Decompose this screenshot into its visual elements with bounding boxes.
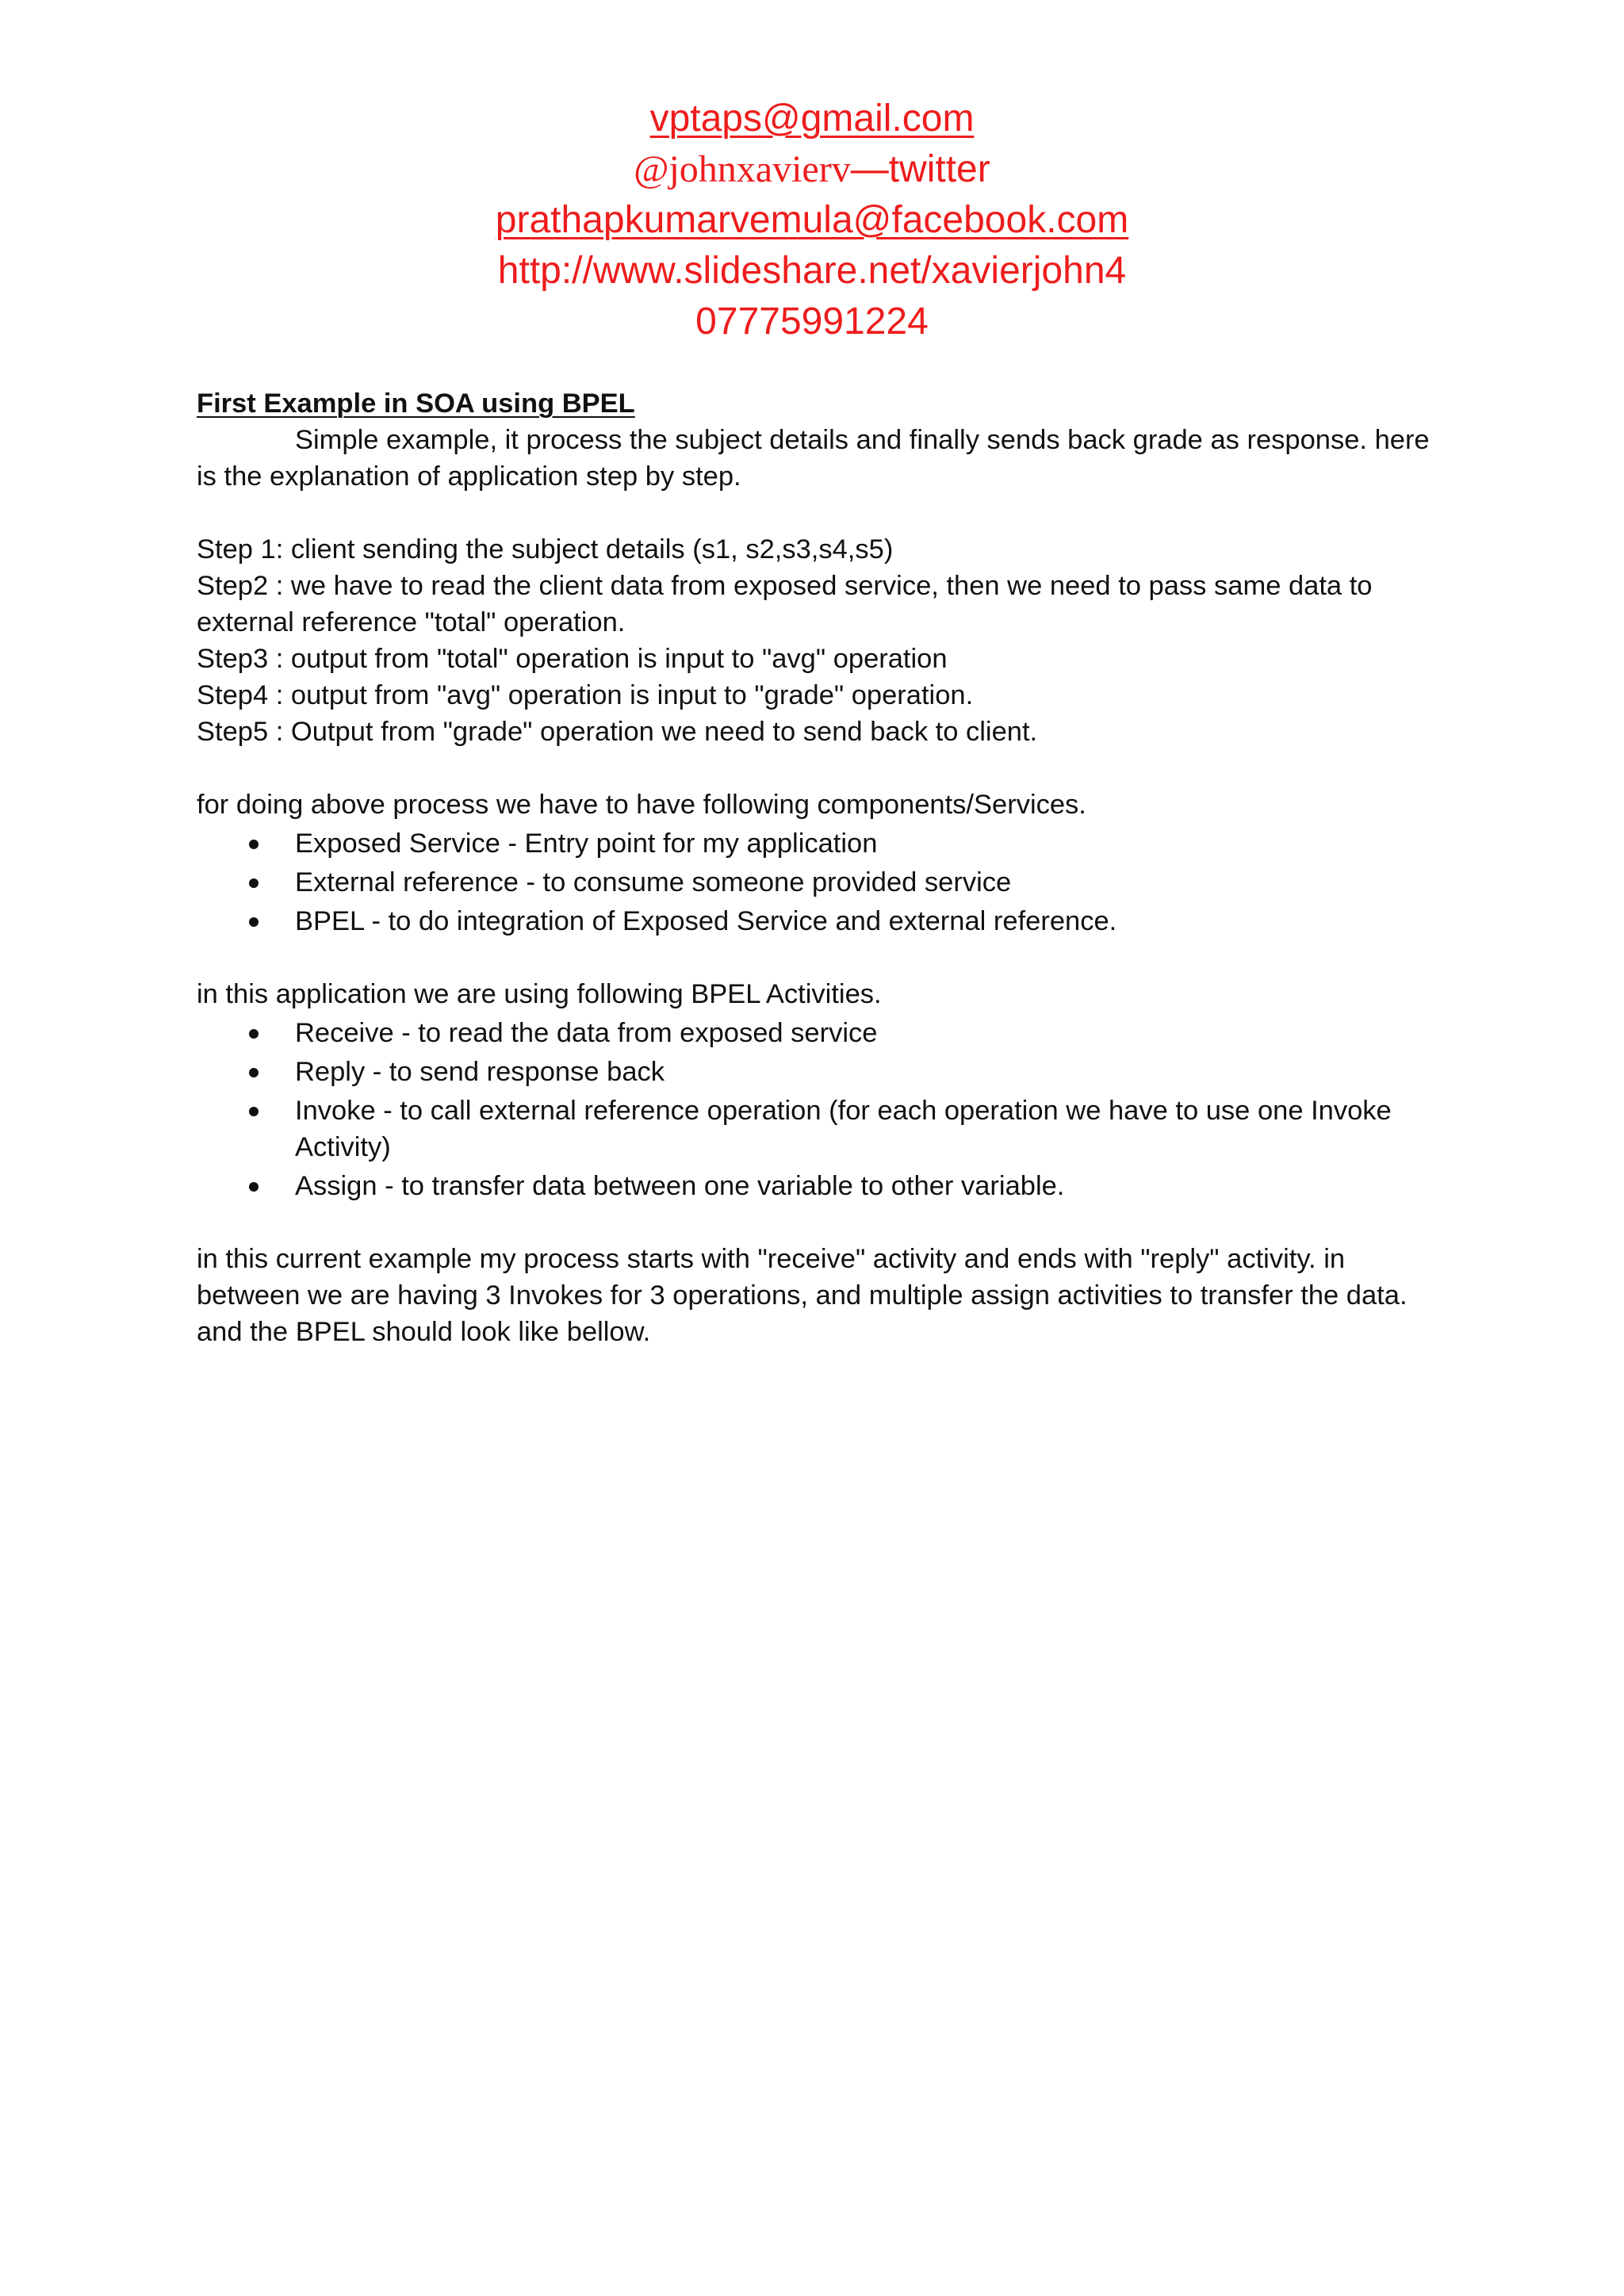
bullet-icon	[249, 1068, 259, 1077]
list-item-text: BPEL - to do integration of Exposed Service and external reference.	[295, 906, 1117, 936]
intro-paragraph: Simple example, it process the subject details and finally sends back grade as response. here is the explanation of application step by step.	[197, 425, 1430, 492]
step-line: Step2 : we have to read the client data from exposed service, then we need to pass same data to external reference "total" operation.	[197, 571, 1373, 637]
spacer	[197, 750, 1434, 786]
list-item-text: Invoke - to call external reference operation (for each operation we have to use one Invoke Activity)	[295, 1096, 1392, 1162]
list-item	[197, 825, 1434, 862]
email-link[interactable]: vptaps@gmail.com	[649, 98, 975, 140]
list-item	[197, 903, 1434, 939]
contact-block	[0, 94, 1624, 347]
section-heading: First Example in SOA using BPEL	[197, 388, 635, 419]
activities-intro: in this application we are using following BPEL Activities.	[197, 979, 882, 1009]
step-line: Step 1: client sending the subject details (s1, s2,s3,s4,s5)	[197, 534, 894, 564]
phone-number: 07775991224	[695, 300, 929, 342]
list-item	[197, 1015, 1434, 1051]
facebook-link[interactable]: prathapkumarvemula@facebook.com	[495, 199, 1129, 241]
spacer	[197, 939, 1434, 976]
step-line: Step5 : Output from "grade" operation we need to send back to client.	[197, 717, 1038, 747]
bullet-icon	[249, 1029, 259, 1039]
step-line: Step3 : output from "total" operation is input to "avg" operation	[197, 644, 948, 674]
list-item-text: Exposed Service - Entry point for my application	[295, 828, 878, 859]
twitter-handle: @johnxavierv	[634, 148, 851, 190]
list-item-text: External reference - to consume someone provided service	[295, 867, 1012, 897]
list-item-text: Assign - to transfer data between one variable to other variable.	[295, 1171, 1065, 1201]
document-body	[197, 385, 1434, 1350]
list-item-text: Receive - to read the data from exposed service	[295, 1018, 878, 1048]
twitter-line	[0, 144, 1624, 195]
bullet-icon	[249, 878, 259, 888]
closing-paragraph: in this current example my process starts with "receive" activity and ends with "reply" activity. in between we are having 3 Invokes for 3 operations, and multiple assign activities to transfer the data. and the BPEL should look like bellow.	[197, 1244, 1408, 1347]
bullet-icon	[249, 840, 259, 849]
list-item	[197, 1168, 1434, 1204]
list-item-text: Reply - to send response back	[295, 1057, 665, 1087]
spacer	[197, 1204, 1434, 1241]
activities-list	[197, 1015, 1434, 1204]
list-item	[197, 1093, 1434, 1165]
list-item	[197, 1054, 1434, 1090]
components-intro: for doing above process we have to have following components/Services.	[197, 790, 1086, 820]
bullet-icon	[249, 1107, 259, 1116]
twitter-suffix: —twitter	[850, 148, 990, 190]
components-list	[197, 825, 1434, 939]
slideshare-link[interactable]: http://www.slideshare.net/xavierjohn4	[497, 250, 1127, 292]
bullet-icon	[249, 1182, 259, 1192]
step-line: Step4 : output from "avg" operation is input to "grade" operation.	[197, 680, 974, 710]
list-item	[197, 864, 1434, 901]
spacer	[197, 495, 1434, 531]
bullet-icon	[249, 917, 259, 927]
